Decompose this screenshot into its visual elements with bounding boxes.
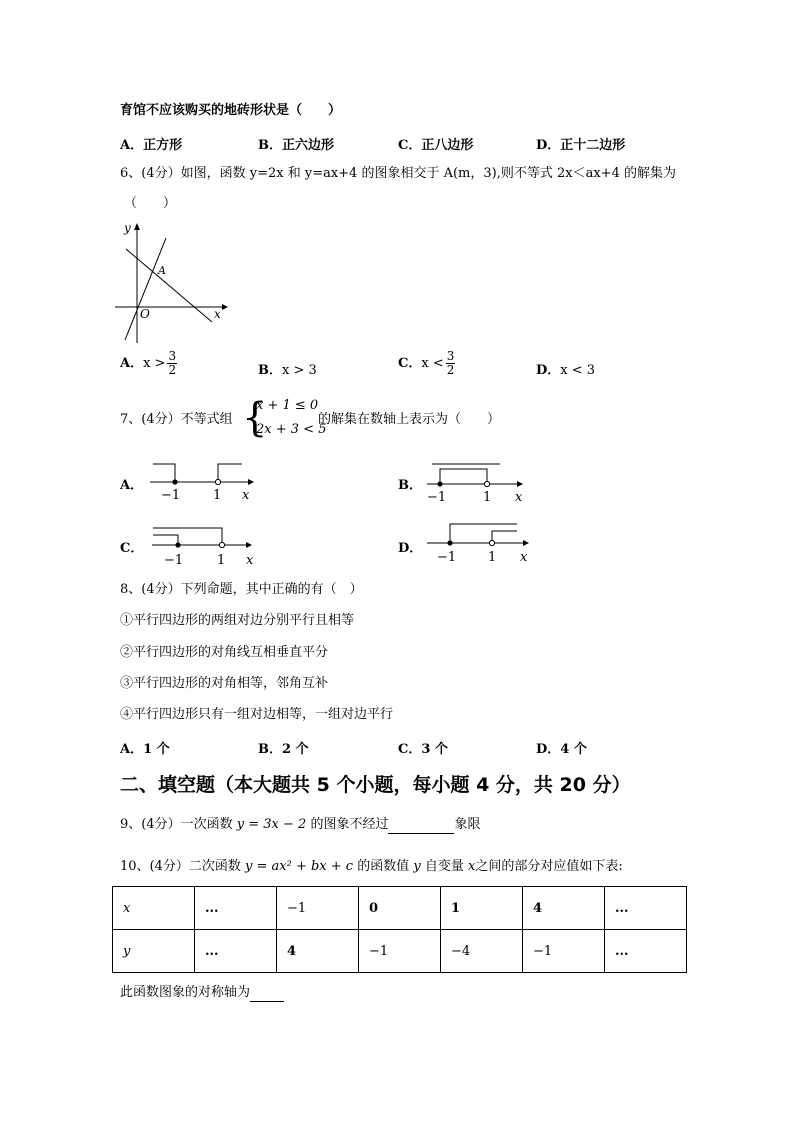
solution-ray-top xyxy=(450,524,517,543)
numerator: 3 xyxy=(446,349,455,363)
q10-after-line xyxy=(120,985,284,1002)
q10-formula: y = ax² + bx + c xyxy=(245,859,354,874)
system-brace: { xyxy=(242,395,268,441)
q8-statement-2: ②平行四边形的对角线互相垂直平分 xyxy=(120,645,329,660)
option-label: D． xyxy=(536,138,561,153)
table-cell: −1 xyxy=(277,887,359,930)
axis-arrow-icon xyxy=(248,479,254,485)
axis-label: x xyxy=(515,490,523,505)
q7-option-d-label[interactable]: D． xyxy=(398,541,423,556)
option-text: 4 个 xyxy=(560,742,587,757)
option-text: 正六边形 xyxy=(282,138,335,153)
table-cell: ... xyxy=(605,887,687,930)
graph-point-a-label: A xyxy=(158,264,166,277)
q7-option-d-numberline xyxy=(425,518,537,566)
table-row xyxy=(113,887,687,930)
numerator: 3 xyxy=(168,349,177,363)
table-row xyxy=(113,930,687,973)
table-cell: ... xyxy=(605,930,687,973)
q9-suffix-a: 的图象不经过 xyxy=(310,817,389,832)
table-cell: x xyxy=(113,887,195,930)
q6-option-b[interactable] xyxy=(258,359,317,378)
tick-left: −1 xyxy=(161,488,181,503)
q10-suffix: 之间的部分对应值如下表: xyxy=(475,859,623,874)
q10-mid2: 自变量 xyxy=(424,859,464,874)
q9-answer-blank[interactable] xyxy=(388,817,454,834)
solution-ray-top xyxy=(153,528,222,545)
table-cell: y xyxy=(113,930,195,973)
option-text: x > xyxy=(143,356,166,371)
table-cell: 0 xyxy=(359,887,441,930)
option-text: 正方形 xyxy=(143,138,183,153)
axis-label: x xyxy=(242,488,250,503)
open-point xyxy=(489,540,494,545)
q9-suffix-b: 象限 xyxy=(454,817,481,832)
tick-right: 1 xyxy=(217,553,226,568)
q6-graph xyxy=(110,218,230,348)
q9-formula: y = 3x − 2 xyxy=(236,817,307,832)
table-cell: −4 xyxy=(441,930,523,973)
q7-option-c-label[interactable]: C． xyxy=(120,541,144,556)
axis-arrow-icon xyxy=(246,542,252,548)
fraction xyxy=(167,350,177,377)
q8-option-a[interactable] xyxy=(120,738,170,757)
line-y-ax-plus-4 xyxy=(126,249,212,322)
q8-option-c[interactable] xyxy=(398,738,448,757)
option-text: x < 3 xyxy=(560,363,596,378)
tick-left: −1 xyxy=(427,490,447,505)
option-text: 3 个 xyxy=(421,742,448,757)
q10-prefix: 10、(4分）二次函数 xyxy=(120,859,241,874)
y-axis-arrow-icon xyxy=(134,223,140,230)
q6-paren: （ ） xyxy=(124,196,177,211)
q6-option-a[interactable] xyxy=(120,350,177,377)
q8-statement-1: ①平行四边形的两组对边分别平行且相等 xyxy=(120,613,355,628)
tick-left: −1 xyxy=(164,553,184,568)
solution-ray-right xyxy=(218,464,242,482)
q6-option-c[interactable] xyxy=(398,350,455,377)
table-cell: −1 xyxy=(523,930,605,973)
q7-prefix: 7、(4分）不等式组 xyxy=(120,412,233,427)
closed-point xyxy=(447,540,452,545)
q10-after-text: 此函数图象的对称轴为 xyxy=(120,985,251,1000)
q7-inequality-1: x + 1 ≤ 0 xyxy=(256,398,319,413)
option-label: D． xyxy=(536,363,561,378)
option-label: A． xyxy=(120,742,144,757)
q8-option-d[interactable] xyxy=(536,738,587,757)
q5-stem-tail: 育馆不应该购买的地砖形状是（ ） xyxy=(120,103,342,118)
tick-right: 1 xyxy=(483,490,492,505)
fraction xyxy=(446,350,456,377)
q7-suffix: 的解集在数轴上表示为（ ） xyxy=(318,412,501,427)
tick-left: −1 xyxy=(437,550,457,565)
q10-var-y: y xyxy=(413,859,421,874)
open-point xyxy=(484,481,489,486)
q5-option-b[interactable] xyxy=(258,134,334,153)
q10-line xyxy=(120,859,623,875)
values-table xyxy=(112,886,687,973)
option-label: B． xyxy=(258,742,282,757)
option-label: C． xyxy=(398,138,422,153)
solution-band xyxy=(440,469,487,484)
option-label: C． xyxy=(398,742,422,757)
option-label: D． xyxy=(536,742,561,757)
table-cell: ... xyxy=(195,887,277,930)
graph-x-label: x xyxy=(214,307,221,321)
section-heading: 二、填空题（本大题共 5 个小题，每小题 4 分，共 20 分） xyxy=(120,774,631,796)
q10-answer-blank[interactable] xyxy=(250,985,284,1002)
table-cell: −1 xyxy=(359,930,441,973)
graph-origin-label: O xyxy=(140,307,150,321)
q8-stem: 8、(4分）下列命题，其中正确的有（ ） xyxy=(120,582,363,597)
option-text: 正十二边形 xyxy=(560,138,626,153)
open-point xyxy=(215,479,220,484)
solution-ray-bottom xyxy=(153,535,178,545)
option-text: x > 3 xyxy=(282,363,317,378)
option-label: A． xyxy=(120,356,144,371)
option-text: 正八边形 xyxy=(421,138,474,153)
q8-statement-3: ③平行四边形的对角相等，邻角互补 xyxy=(120,676,329,691)
table-cell: 4 xyxy=(277,930,359,973)
solution-ray-bottom xyxy=(492,531,517,543)
table-cell: 1 xyxy=(441,887,523,930)
tick-right: 1 xyxy=(213,488,222,503)
x-axis-arrow-icon xyxy=(222,304,228,310)
q5-option-c[interactable] xyxy=(398,134,473,153)
q8-statement-4: ④平行四边形只有一组对边相等，一组对边平行 xyxy=(120,707,394,722)
option-label: C． xyxy=(398,356,422,371)
option-label: B． xyxy=(258,363,282,378)
axis-label: x xyxy=(520,550,528,565)
axis-arrow-icon xyxy=(517,481,523,487)
option-text: 2 个 xyxy=(282,742,309,757)
q7-option-a-label[interactable]: A． xyxy=(120,478,144,493)
solution-ray-left xyxy=(153,464,175,482)
table-cell: 4 xyxy=(523,887,605,930)
q7-option-b-numberline xyxy=(425,458,535,506)
q10-mid1: 的函数值 xyxy=(357,859,410,874)
closed-point xyxy=(437,481,442,486)
closed-point xyxy=(175,542,180,547)
option-label: B． xyxy=(258,138,282,153)
q5-option-a[interactable] xyxy=(120,134,182,153)
axis-arrow-icon xyxy=(523,540,529,546)
table-cell: ... xyxy=(195,930,277,973)
option-text: x < xyxy=(421,356,444,371)
tick-right: 1 xyxy=(488,550,497,565)
q10-var-x: x xyxy=(468,859,476,874)
q8-option-b[interactable] xyxy=(258,738,309,757)
q7-option-a-numberline xyxy=(148,456,258,504)
q7-option-b-label[interactable]: B． xyxy=(398,478,422,493)
denominator: 2 xyxy=(446,363,455,377)
q6-option-d[interactable] xyxy=(536,359,595,378)
q9-line xyxy=(120,817,480,834)
q6-stem: 6、(4分）如图，函数 y=2x 和 y=ax+4 的图象相交于 A(m，3),则不等式 2x＜ax+4 的解集为 xyxy=(120,166,676,181)
graph-y-label: y xyxy=(124,221,131,235)
option-text: 1 个 xyxy=(143,742,170,757)
q9-prefix: 9、(4分）一次函数 xyxy=(120,817,233,832)
q7-option-c-numberline xyxy=(150,520,262,568)
axis-label: x xyxy=(246,553,254,568)
denominator: 2 xyxy=(168,363,177,377)
q7-inequality-2: 2x + 3 < 5 xyxy=(256,422,327,437)
q5-option-d[interactable] xyxy=(536,134,625,153)
open-point xyxy=(219,542,224,547)
option-label: A． xyxy=(120,138,144,153)
closed-point xyxy=(172,479,177,484)
